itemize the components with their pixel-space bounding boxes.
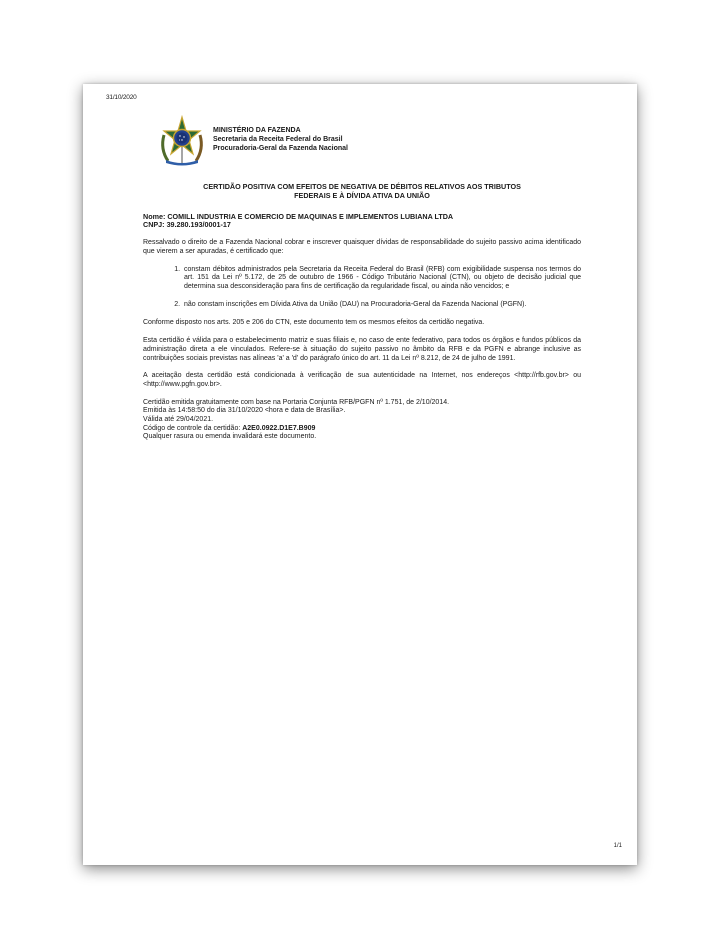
issued-line: Certidão emitida gratuitamente com base na Portaria Conjunta RFB/PGFN nº 1.751, de 2/10/2014. <box>143 398 450 406</box>
control-code-label: Código de controle da certidão: <box>143 424 243 432</box>
control-code-value: A2E0.0922.D1E7.B909 <box>242 424 316 432</box>
taxpayer-cnpj: CNPJ: 39.280.193/0001-17 <box>143 220 231 230</box>
certificate-title <box>143 183 581 201</box>
certificate-body <box>143 183 581 442</box>
acceptance-paragraph: A aceitação desta certidão está condicionada à verificação de sua autenticidade na Internet, nos endereços <http://rfb.gov.br> ou <http://www.pgfn.gov.br>. <box>143 372 581 388</box>
certification-list <box>143 266 581 310</box>
page-number: 1/1 <box>613 843 622 849</box>
header-procuradoria: Procuradoria-Geral da Fazenda Nacional <box>213 145 348 152</box>
date-stamp: 31/10/2020 <box>106 94 137 101</box>
ctn-paragraph: Conforme disposto nos arts. 205 e 206 do CTN, este documento tem os mesmos efeitos da certidão negativa. <box>143 319 485 327</box>
emitted-line: Emitida às 14:58:50 do dia 31/10/2020 <hora e data de Brasília>. <box>143 407 346 415</box>
taxpayer-name: Nome: COMILL INDUSTRIA E COMERCIO DE MAQUINAS E IMPLEMENTOS LUBIANA LTDA <box>143 211 454 221</box>
valid-until-line: Válida até 29/04/2021. <box>143 416 214 424</box>
header-secretariat: Secretaria da Receita Federal do Brasil <box>213 136 343 143</box>
header-ministry: MINISTÉRIO DA FAZENDA <box>213 127 301 134</box>
validity-scope-paragraph: Esta certidão é válida para o estabelecimento matriz e suas filiais e, no caso de ente federativo, para todos os órgãos e fundos públicos da administração direta a ele vinculados. Refere-se à situação do sujeito passivo no âmbito da RFB e da PGFN e abrange inclusive as contribuições sociais previstas nas alíneas 'a' a 'd' do parágrafo único do art. 11 da Lei nº 8.212, de 24 de julho de 1991. <box>143 337 581 362</box>
certification-item-1: 1. constam débitos administrados pela Secretaria da Receita Federal do Brasil (RFB) com exigibilidade suspensa nos termos do art. 151 da Lei nº 5.172, de 25 de outubro de 1966 - Código Tributário Nacional (CTN), ou objeto de decisão judicial que determina sua desconsideração para fins de certificação da regularidade fiscal, ou ainda não vencidos; e <box>182 266 581 292</box>
issuance-details <box>143 399 581 443</box>
certification-item-2: 2. não constam inscrições em Dívida Ativa da União (DAU) na Procuradoria-Geral da Fazenda Nacional (PGFN). <box>182 301 581 310</box>
title-line-2: FEDERAIS E À DÍVIDA ATIVA DA UNIÃO <box>294 190 430 200</box>
document-page <box>83 84 637 865</box>
intro-paragraph: Ressalvado o direito de a Fazenda Nacional cobrar e inscrever quaisquer dívidas de responsabilidade do sujeito passivo acima identificado que vierem a ser apuradas, é certificado que: <box>143 239 581 255</box>
title-line-1: CERTIDÃO POSITIVA COM EFEITOS DE NEGATIVA DE DÉBITOS RELATIVOS AOS TRIBUTOS <box>203 182 521 191</box>
tamper-warning: Qualquer rasura ou emenda invalidará este documento. <box>143 433 317 441</box>
control-code-line <box>143 425 581 434</box>
taxpayer-identification <box>143 213 581 231</box>
issuer-header <box>213 126 348 153</box>
coat-of-arms-emblem <box>158 115 206 167</box>
